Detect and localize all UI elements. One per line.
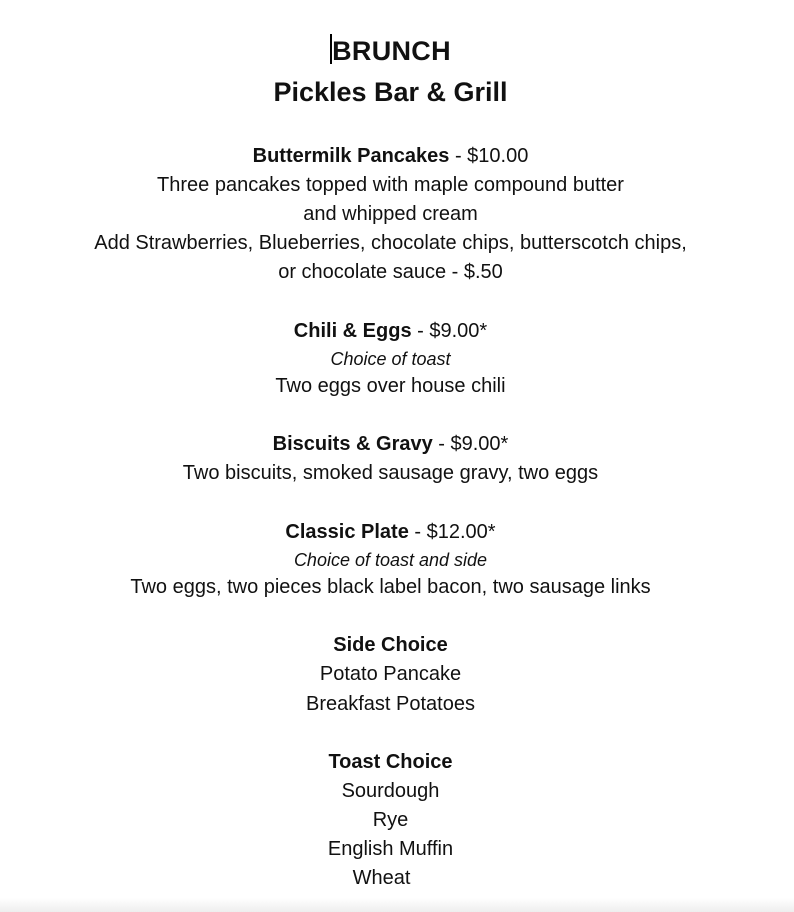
menu-item-description: Two biscuits, smoked sausage gravy, two eggs — [182, 462, 599, 484]
menu-item-description: Three pancakes topped with maple compound butter — [157, 174, 624, 196]
menu-item-price: - $9.00* — [432, 433, 509, 455]
page-edge-shadow — [0, 898, 794, 912]
menu-title — [0, 33, 781, 69]
menu-item-heading — [0, 431, 781, 457]
menu-item-heading — [0, 143, 781, 169]
menu-item-price: - $9.00* — [411, 320, 488, 342]
menu-item-description: Two eggs, two pieces black label bacon, two sausage links — [130, 576, 651, 598]
menu-item-name: Buttermilk Pancakes — [252, 145, 450, 167]
menu-item-description: Two eggs over house chili — [275, 375, 506, 397]
menu-item-name: Classic Plate — [285, 521, 409, 543]
menu-item-description: and whipped cream — [303, 203, 478, 225]
menu-item-note: Choice of toast — [330, 349, 451, 369]
menu-title-text: BRUNCH — [332, 36, 451, 66]
side-choice-heading: Side Choice — [333, 634, 448, 656]
menu-item-note: Choice of toast and side — [293, 550, 488, 570]
toast-choice-option: Rye — [372, 809, 409, 831]
menu-item-price: - $12.00* — [408, 521, 496, 543]
menu-item-price: - $10.00 — [449, 145, 529, 167]
menu-item-heading — [0, 318, 781, 344]
menu-item-name: Biscuits & Gravy — [272, 433, 433, 455]
toast-choice-option: English Muffin — [327, 838, 454, 860]
toast-choice-option: Wheat — [352, 867, 411, 889]
toast-choice-option: Sourdough — [341, 780, 440, 802]
restaurant-name: Pickles Bar & Grill — [273, 77, 508, 107]
side-choice-option: Breakfast Potatoes — [306, 693, 475, 715]
menu-item-heading — [0, 519, 781, 545]
menu-item-name: Chili & Eggs — [293, 320, 412, 342]
side-choice-option: Potato Pancake — [319, 663, 462, 685]
toast-choice-heading: Toast Choice — [328, 751, 453, 773]
menu-item-description: or chocolate sauce - $.50 — [278, 261, 503, 283]
menu-item-description: Add Strawberries, Blueberries, chocolate chips, butterscotch chips, — [94, 232, 687, 254]
